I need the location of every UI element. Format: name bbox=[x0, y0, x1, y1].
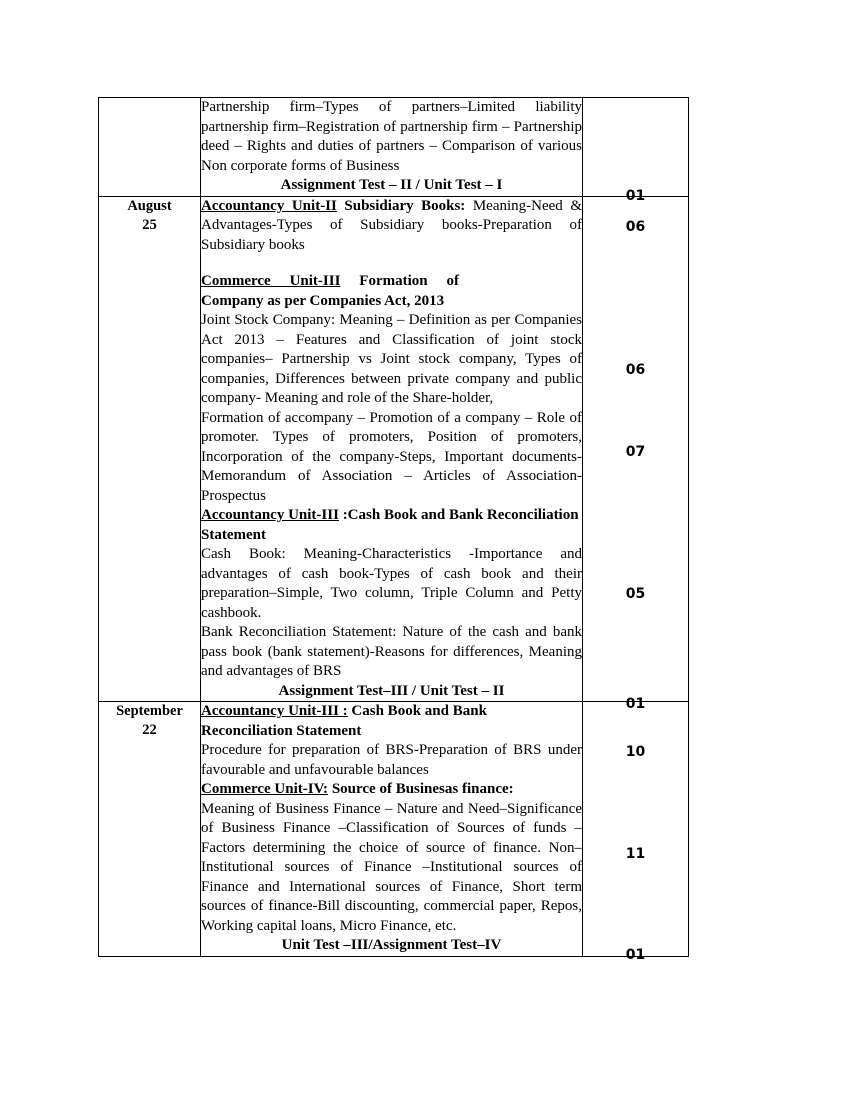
syllabus-table-body bbox=[99, 98, 689, 963]
topic-paragraph bbox=[201, 272, 459, 311]
table-row bbox=[99, 196, 689, 702]
unit-subheading: Assignment Test – II / Unit Test – I bbox=[280, 177, 503, 193]
topic-paragraph bbox=[201, 623, 582, 682]
month-name: September bbox=[116, 703, 183, 719]
unit-subheading: :Cash Book and Bank Reconciliation Statement bbox=[201, 507, 579, 543]
topic-cell bbox=[201, 196, 583, 702]
month-working-days: 22 bbox=[142, 722, 157, 739]
topic-paragraph bbox=[201, 800, 582, 937]
marks-value: 06 bbox=[625, 218, 646, 235]
unit-heading: Accountancy Unit-III : bbox=[201, 703, 348, 719]
marks-value: 01 bbox=[625, 947, 646, 963]
unit-heading: Accountancy Unit-II bbox=[201, 197, 337, 214]
topic-paragraph bbox=[201, 682, 582, 702]
topic-text: Procedure for preparation of BRS-Preparation of BRS under favourable and unfavourable balances bbox=[201, 742, 582, 778]
topic-paragraph bbox=[201, 702, 582, 741]
marks-value: 07 bbox=[625, 443, 646, 460]
topic-text: Cash Book: Meaning-Characteristics -Importance and advantages of cash book-Types of cash book and their preparation–Simple, Two column, Triple Column and Petty cashbook. bbox=[201, 546, 582, 621]
unit-subheading: Unit Test –III/Assignment Test–IV bbox=[281, 937, 502, 953]
unit-subheading: Source of Businesas finance: bbox=[328, 781, 514, 797]
unit-heading: Commerce Unit-III bbox=[201, 273, 341, 289]
marks-cell bbox=[583, 702, 689, 963]
topic-paragraph bbox=[201, 98, 582, 176]
unit-subheading: Cash Book and Bank Reconciliation Statement bbox=[201, 703, 487, 739]
topic-cell bbox=[201, 702, 583, 957]
unit-heading: Commerce Unit-IV: bbox=[201, 781, 329, 797]
unit-subheading: Subsidiary Books: bbox=[336, 197, 466, 214]
marks-value: 10 bbox=[625, 744, 646, 760]
topic-paragraph bbox=[201, 506, 582, 545]
month-cell bbox=[99, 702, 201, 957]
marks-cell bbox=[583, 98, 689, 204]
topic-text: Joint Stock Company: Meaning – Definition as per Companies Act 2013 – Features and Classification of joint stock companies– Partnership vs Joint stock company, Types of companies, Differences between private company and public company- Meaning and role of the Share-holder, bbox=[201, 312, 582, 406]
topic-text: Meaning of Business Finance – Nature and Need–Significance of Business Finance –Classification of Sources of funds – Factors determining the choice of source of finance. Non–Institutional sources of Finance –Institutional sources of Finance and International sources of Finance, Short term sources of finance-Bill discounting, commercial paper, Repos, Working capital loans, Micro Finance, etc. bbox=[201, 800, 582, 934]
topic-paragraph bbox=[201, 780, 582, 800]
marks-value: 01 bbox=[625, 695, 646, 712]
topic-text: Formation of accompany – Promotion of a company – Role of promoter. Types of promoters, Position of promoters, Incorporation of the company-Steps, Important documents-Memorandum of Association – Articles of Association-Prospectus bbox=[201, 409, 582, 504]
month-cell bbox=[99, 196, 201, 702]
marks-value: 11 bbox=[625, 846, 646, 862]
topic-paragraph bbox=[201, 936, 582, 956]
unit-subheading: Assignment Test–III / Unit Test – II bbox=[278, 682, 505, 699]
table-row bbox=[99, 702, 689, 957]
topic-paragraph bbox=[201, 741, 582, 780]
marks-value: 06 bbox=[625, 361, 646, 378]
month-working-days: 25 bbox=[142, 216, 157, 233]
marks-value: 01 bbox=[625, 188, 646, 204]
topic-cell bbox=[201, 98, 583, 197]
topic-text: Bank Reconciliation Statement: Nature of the cash and bank pass book (bank statement)-Reasons for differences, Meaning and advantages of BRS bbox=[201, 624, 582, 679]
month-cell bbox=[99, 98, 201, 197]
unit-heading: Accountancy Unit-III bbox=[201, 507, 339, 523]
table-row bbox=[99, 98, 689, 197]
syllabus-table bbox=[98, 97, 689, 963]
topic-text: Partnership firm–Types of partners–Limited liability partnership firm–Registration of partnership firm – Partnership deed – Rights and duties of partners – Comparison of various Non corporate forms of Business bbox=[201, 99, 582, 174]
month-name: August bbox=[127, 197, 172, 214]
topic-paragraph bbox=[201, 176, 582, 196]
topic-paragraph bbox=[201, 409, 582, 507]
unit-subheading: Formation of Company as per Companies Act, 2013 bbox=[201, 273, 459, 309]
marks-cell bbox=[583, 196, 689, 712]
topic-paragraph bbox=[201, 545, 582, 623]
topic-paragraph bbox=[201, 311, 582, 409]
topic-text: Meaning-Need & Advantages-Types of Subsidiary books-Preparation of Subsidiary books bbox=[201, 197, 582, 253]
topic-paragraph bbox=[201, 197, 582, 256]
marks-value: 05 bbox=[625, 585, 646, 602]
syllabus-sheet bbox=[98, 97, 688, 963]
paragraph-spacer bbox=[201, 255, 582, 272]
